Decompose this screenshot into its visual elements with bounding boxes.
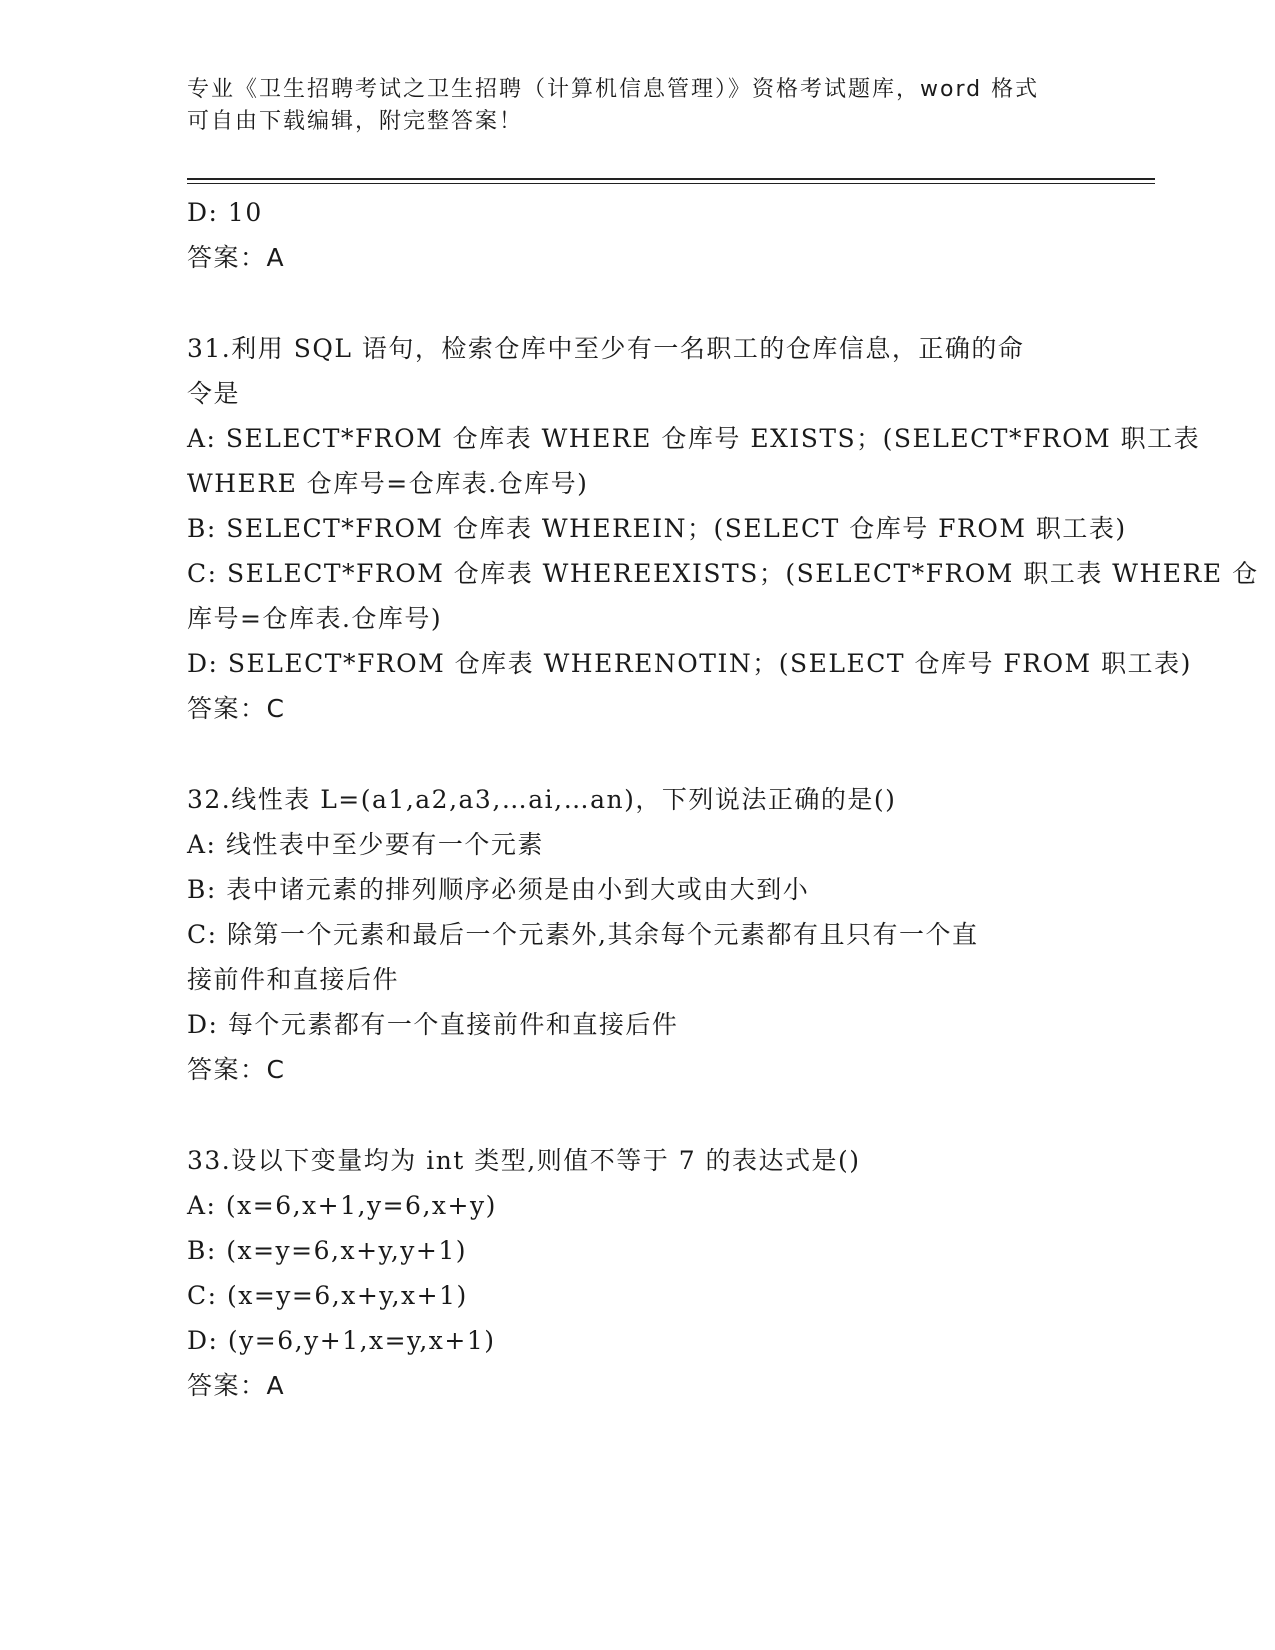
option-c-cont: 接前件和直接后件 — [187, 965, 400, 994]
answer-line: 答案：A — [187, 1371, 286, 1400]
answer-line: 答案：A — [187, 243, 286, 272]
document-header — [187, 74, 1067, 138]
question-stem: 32.线性表 L=(a1,a2,a3,…ai,…an)，下列说法正确的是() — [187, 785, 897, 814]
answer-line: 答案：C — [187, 1055, 286, 1084]
header-line-1: 专业《卫生招聘考试之卫生招聘（计算机信息管理）》资格考试题库，word 格式 — [187, 77, 1040, 102]
header-line-2: 可自由下载编辑，附完整答案！ — [187, 109, 524, 134]
header-rule-thin — [187, 183, 1155, 184]
header-rule-thick — [187, 178, 1155, 180]
option-d: D: 10 — [187, 198, 263, 227]
question-31 — [187, 326, 1259, 731]
option-c-cont: 库号=仓库表.仓库号) — [187, 604, 443, 633]
option-b: B: (x=y=6,x+y,y+1) — [187, 1236, 467, 1265]
previous-question-tail — [187, 190, 1087, 280]
question-stem: 33.设以下变量均为 int 类型,则值不等于 7 的表达式是() — [187, 1146, 861, 1175]
question-stem: 31.利用 SQL 语句，检索仓库中至少有一名职工的仓库信息，正确的命 — [187, 334, 1025, 363]
option-c: C: 除第一个元素和最后一个元素外,其余每个元素都有且只有一个直 — [187, 920, 979, 949]
option-d: D: (y=6,y+1,x=y,x+1) — [187, 1326, 496, 1355]
option-a: A: SELECT*FROM 仓库表 WHERE 仓库号 EXISTS；(SELECT*FROM 职工表 — [187, 424, 1201, 453]
option-d: D: 每个元素都有一个直接前件和直接后件 — [187, 1010, 679, 1039]
option-c: C: SELECT*FROM 仓库表 WHEREEXISTS；(SELECT*FROM 职工表 WHERE 仓 — [187, 559, 1259, 588]
option-b: B: SELECT*FROM 仓库表 WHEREIN；(SELECT 仓库号 FROM 职工表) — [187, 514, 1127, 543]
option-a-cont: WHERE 仓库号=仓库表.仓库号) — [187, 469, 589, 498]
answer-line: 答案：C — [187, 694, 286, 723]
question-33 — [187, 1138, 1087, 1408]
option-a: A: (x=6,x+1,y=6,x+y) — [187, 1191, 497, 1220]
question-content — [187, 190, 1259, 1408]
option-c: C: (x=y=6,x+y,x+1) — [187, 1281, 468, 1310]
option-b: B: 表中诸元素的排列顺序必须是由小到大或由大到小 — [187, 875, 810, 904]
question-32 — [187, 777, 1087, 1092]
question-stem-cont: 令是 — [187, 379, 241, 408]
option-a: A: 线性表中至少要有一个元素 — [187, 830, 544, 859]
option-d: D: SELECT*FROM 仓库表 WHERENOTIN；(SELECT 仓库号 FROM 职工表) — [187, 649, 1192, 678]
